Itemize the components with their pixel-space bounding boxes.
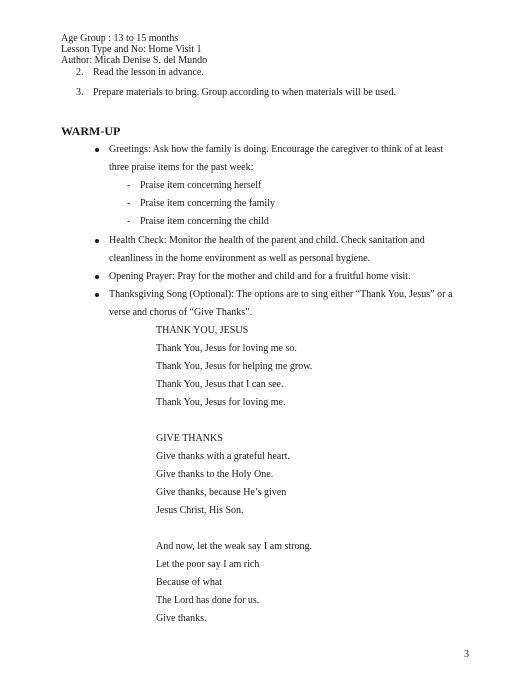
praise-item: Praise item concerning herself — [140, 180, 262, 191]
header-age-group: Age Group : 13 to 15 months — [61, 33, 179, 44]
thanksgiving-text: Thanksgiving Song (Optional): The options are to sing either “Thank You, Jesus” or a — [109, 289, 453, 300]
song-line: Give thanks to the Holy One. — [156, 469, 274, 480]
opening-prayer-text: Opening Prayer: Pray for the mother and child and for a fruitful home visit. — [109, 271, 411, 282]
dash-marker: - — [127, 180, 131, 191]
song-line: Jesus Christ, His Son. — [156, 505, 244, 516]
header-lesson-type: Lesson Type and No: Home Visit 1 — [61, 44, 202, 55]
song-title: GIVE THANKS — [156, 433, 223, 444]
greetings-text: Greetings: Ask how the family is doing. Encourage the caregiver to think of at least — [109, 144, 444, 155]
song-line: Thank You, Jesus for loving me. — [156, 397, 286, 408]
dash-marker: - — [127, 198, 131, 209]
thanksgiving-text: verse and chorus of “Give Thanks”. — [109, 307, 253, 318]
song-line: The Lord has done for us. — [156, 595, 260, 606]
bullet-icon — [95, 148, 99, 152]
praise-item: Praise item concerning the child — [140, 216, 269, 227]
dash-marker: - — [127, 216, 131, 227]
prep-item-number: 3. — [76, 87, 84, 98]
section-heading-warm-up: WARM-UP — [61, 124, 121, 138]
song-title: THANK YOU, JESUS — [156, 325, 249, 336]
song-line: Thank You, Jesus for helping me grow. — [156, 361, 313, 372]
song-line: Because of what — [156, 577, 223, 588]
prep-item-number: 2. — [76, 67, 84, 78]
song-line: Let the poor say I am rich — [156, 559, 260, 570]
praise-item: Praise item concerning the family — [140, 198, 275, 209]
health-check-text: Health Check: Monitor the health of the parent and child. Check sanitation and — [109, 235, 425, 246]
health-check-text: cleanliness in the home environment as well as personal hygiene. — [109, 253, 371, 264]
greetings-text: three praise items for the past week: — [109, 162, 254, 173]
bullet-icon — [95, 293, 99, 297]
song-line: Give thanks, because He’s given — [156, 487, 287, 498]
bullet-icon — [95, 239, 99, 243]
page-number: 3 — [464, 649, 469, 660]
song-line: And now, let the weak say I am strong. — [156, 541, 312, 552]
prep-item-text: Prepare materials to bring. Group according to when materials will be used. — [93, 87, 396, 98]
song-line: Give thanks. — [156, 613, 207, 624]
song-line: Thank You, Jesus for loving me so. — [156, 343, 297, 354]
bullet-icon — [95, 275, 99, 279]
prep-item-text: Read the lesson in advance. — [93, 67, 204, 78]
header-author: Author: Micah Denise S. del Mundo — [61, 55, 208, 66]
song-line: Thank You, Jesus that I can see. — [156, 379, 284, 390]
song-line: Give thanks with a grateful heart. — [156, 451, 290, 462]
